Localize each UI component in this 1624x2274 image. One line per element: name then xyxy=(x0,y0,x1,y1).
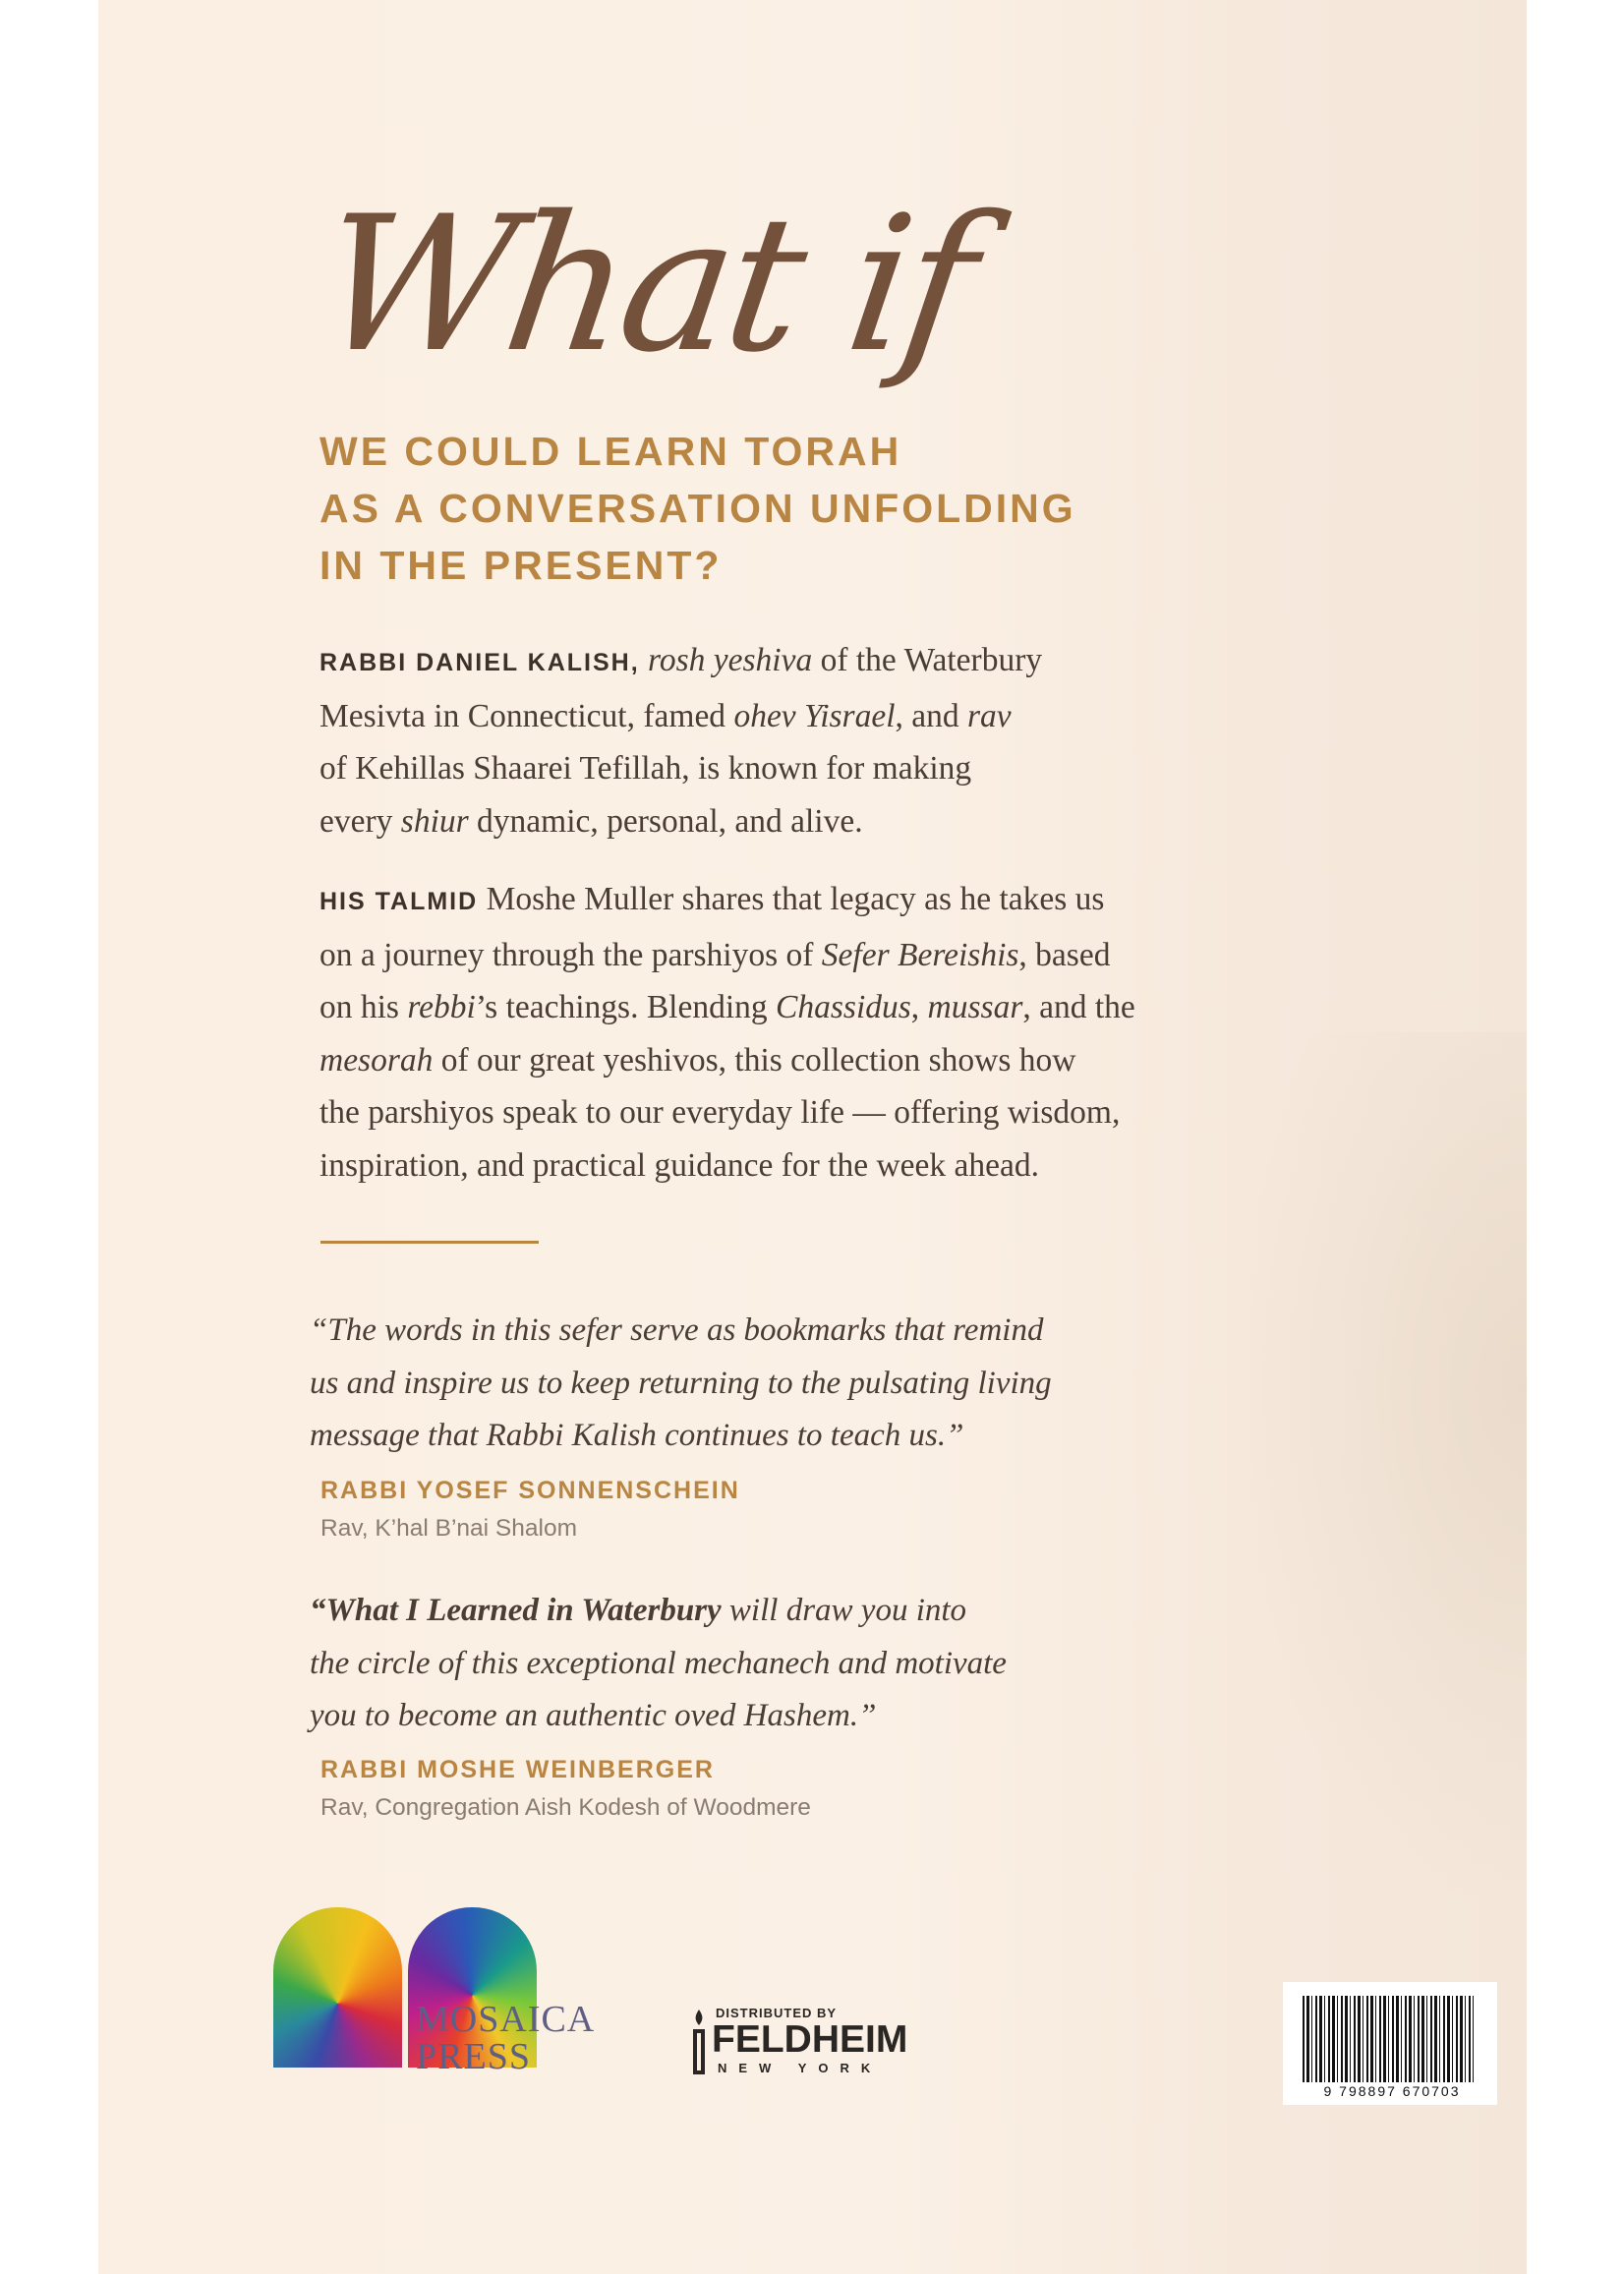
text-run: on his xyxy=(319,989,408,1025)
text-run: the parshiyos speak to our everyday life — offering wisdom, xyxy=(319,1094,1121,1131)
text-run: us and inspire us to keep returning to the pulsating living xyxy=(310,1365,1052,1401)
distributor-name: FELDHEIM xyxy=(712,2018,908,2061)
publisher-line: MOSAICA xyxy=(416,1999,596,2040)
testimonial-role: Rav, K’hal B’nai Shalom xyxy=(320,1515,578,1542)
author-paragraph xyxy=(319,634,1352,847)
distributor-city: NEW YORK xyxy=(718,2061,883,2075)
flame-icon xyxy=(691,2008,707,2078)
testimonial-quote xyxy=(310,1305,1052,1463)
text-run: of our great yeshivos, this collection shows how xyxy=(433,1041,1076,1079)
publisher-line: PRESS xyxy=(416,2036,531,2077)
text-run: inspiration, and practical guidance for the week ahead. xyxy=(319,1146,1040,1184)
text-run: you to become an authentic oved Hashem.” xyxy=(310,1698,877,1733)
text-run: rosh yeshiva xyxy=(648,642,813,678)
isbn-barcode xyxy=(1283,1982,1497,2105)
headline-line: AS A CONVERSATION UNFOLDING xyxy=(319,486,1076,531)
text-run: will draw you into xyxy=(721,1593,967,1628)
text-run: , and xyxy=(895,697,968,734)
barcode-icon xyxy=(1303,1996,1474,2082)
mosaic-tablet-left-icon xyxy=(273,1907,402,2068)
testimonial-author: RABBI YOSEF SONNENSCHEIN xyxy=(320,1477,740,1504)
divider xyxy=(320,1241,539,1244)
author-name: RABBI DANIEL KALISH, xyxy=(319,649,640,676)
text-run: every xyxy=(319,802,401,840)
text-run: shiur xyxy=(400,802,469,840)
text-run: , based xyxy=(1018,936,1111,973)
text-run: message that Rabbi Kalish continues to teach us.” xyxy=(310,1418,964,1453)
text-run: rav xyxy=(967,697,1012,734)
text-run xyxy=(640,642,648,678)
testimonial-role: Rav, Congregation Aish Kodesh of Woodmere xyxy=(320,1794,811,1821)
text-run: of the Waterbury xyxy=(812,642,1043,678)
text-run: ’s teachings. Blending xyxy=(475,989,777,1025)
text-run: Moshe Muller shares that legacy as he takes us xyxy=(478,881,1105,917)
publisher-name xyxy=(416,2001,595,2075)
headline xyxy=(319,423,1076,594)
text-run: dynamic, personal, and alive. xyxy=(468,802,863,840)
text-run: the circle of this exceptional mechanech and motivate xyxy=(310,1645,1007,1681)
testimonial-author: RABBI MOSHE WEINBERGER xyxy=(320,1756,715,1783)
text-run: , xyxy=(910,989,928,1025)
distributor-label: DISTRIBUTED BY xyxy=(716,2006,838,2020)
text-run: Chassidus xyxy=(776,989,911,1025)
headline-line: IN THE PRESENT? xyxy=(319,543,723,588)
book-back-cover xyxy=(98,0,1527,2274)
text-run: Mesivta in Connecticut, famed xyxy=(319,697,734,734)
text-run: ohev Yisrael xyxy=(733,697,896,734)
text-run: , and the xyxy=(1022,989,1135,1025)
barcode-number: 9 798897 670703 xyxy=(1323,2083,1461,2099)
text-run: on a journey through the parshiyos of xyxy=(319,936,822,973)
text-run: Sefer Bereishis xyxy=(821,936,1019,973)
testimonial-quote xyxy=(310,1585,1007,1743)
text-run: “The words in this sefer serve as bookmarks that remind xyxy=(310,1312,1044,1348)
headline-line: WE COULD LEARN TORAH xyxy=(319,429,902,474)
text-run: mesorah xyxy=(319,1041,434,1079)
script-title: What if xyxy=(307,176,984,393)
text-run: rebbi xyxy=(407,989,476,1025)
talmid-paragraph xyxy=(319,873,1352,1192)
talmid-lead: HIS TALMID xyxy=(319,888,479,915)
text-run: of Kehillas Shaarei Tefillah, is known for making xyxy=(319,750,972,787)
text-run: mussar xyxy=(927,989,1023,1025)
text-run: “What I Learned in Waterbury xyxy=(310,1593,722,1628)
